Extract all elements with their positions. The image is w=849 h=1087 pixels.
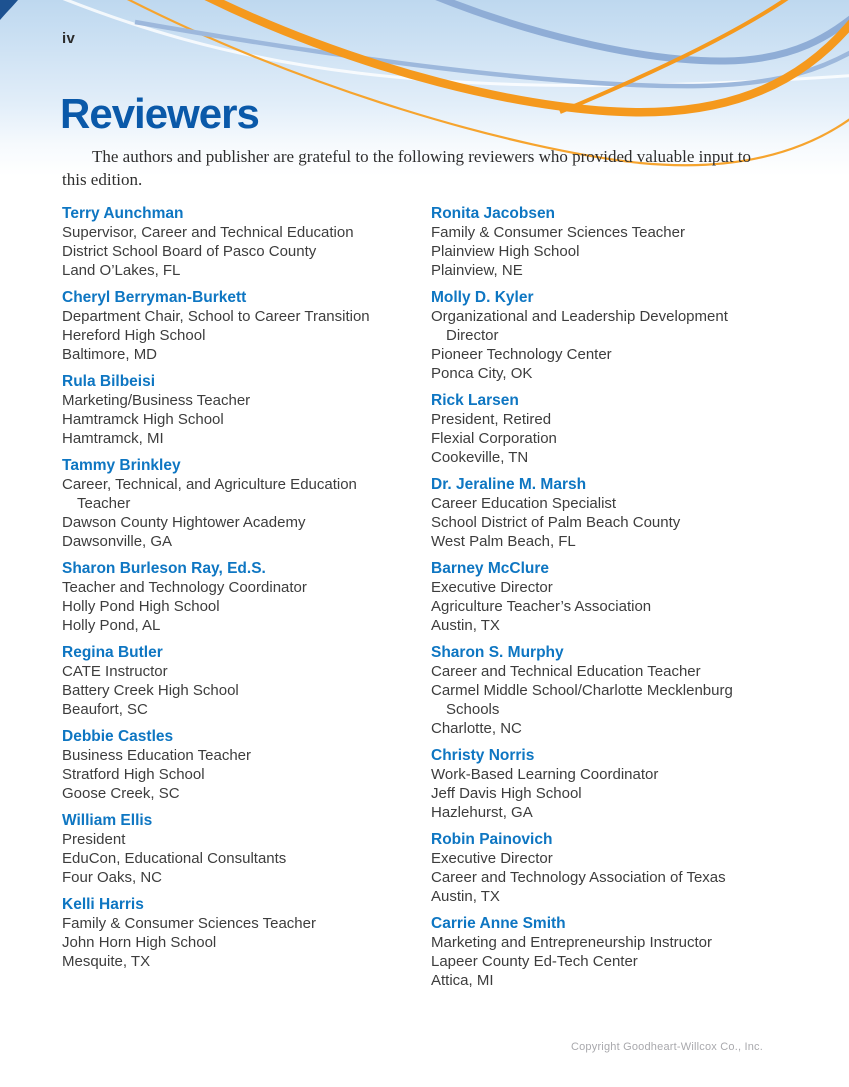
reviewer-detail-line: Charlotte, NC [431, 720, 522, 737]
reviewer-detail-line: Attica, MI [431, 972, 494, 989]
reviewer-entry [431, 746, 788, 822]
reviewer-detail-line: Teacher and Technology Coordinator [62, 579, 307, 596]
reviewer-name: Cheryl Berryman-Burkett [62, 289, 247, 306]
reviewer-name: Molly D. Kyler [431, 289, 534, 306]
reviewer-detail-line: Holly Pond, AL [62, 617, 161, 634]
reviewer-detail-line: Schools [446, 701, 500, 718]
reviewer-entry [431, 391, 788, 467]
reviewer-name: Dr. Jeraline M. Marsh [431, 476, 587, 493]
reviewer-name: Regina Butler [62, 644, 163, 661]
reviewer-name: Kelli Harris [62, 896, 144, 913]
reviewer-detail-line: Stratford High School [62, 766, 205, 783]
reviewer-detail-line: Organizational and Leadership Development [431, 308, 728, 325]
reviewer-detail-line: Family & Consumer Sciences Teacher [431, 224, 685, 241]
reviewer-name: William Ellis [62, 812, 153, 829]
reviewer-name: Tammy Brinkley [62, 457, 181, 474]
reviewer-detail-line: Cookeville, TN [431, 449, 529, 466]
copyright-notice: Copyright Goodheart-Willcox Co., Inc. [570, 1041, 763, 1053]
reviewer-detail-line: Marketing and Entrepreneurship Instructor [431, 934, 712, 951]
reviewer-entry [431, 914, 788, 990]
reviewer-detail-line: President, Retired [431, 411, 552, 428]
reviewer-entry [62, 559, 419, 635]
reviewer-name: Robin Painovich [431, 831, 553, 848]
reviewer-detail-line: Career, Technical, and Agriculture Education [62, 476, 357, 493]
reviewer-entry [62, 643, 419, 719]
reviewer-detail-line: Hazlehurst, GA [431, 804, 533, 821]
reviewer-detail-line: Hamtramck, MI [62, 430, 164, 447]
reviewer-name: Terry Aunchman [62, 205, 184, 222]
reviewer-name: Debbie Castles [62, 728, 174, 745]
reviewer-entry [431, 830, 788, 906]
reviewer-entry [62, 895, 419, 971]
reviewer-name: Sharon S. Murphy [431, 644, 564, 661]
reviewer-detail-line: Executive Director [431, 579, 553, 596]
reviewer-detail-line: Flexial Corporation [431, 430, 557, 447]
reviewer-entry [431, 643, 788, 738]
reviewer-detail-line: School District of Palm Beach County [431, 514, 681, 531]
reviewer-detail-line: Business Education Teacher [62, 747, 252, 764]
reviewer-detail-line: Career and Technical Education Teacher [431, 663, 701, 680]
reviewer-name: Christy Norris [431, 747, 535, 764]
reviewer-name: Rula Bilbeisi [62, 373, 156, 390]
reviewer-detail-line: Carmel Middle School/Charlotte Mecklenburg [431, 682, 733, 699]
reviewer-detail-line: Holly Pond High School [62, 598, 220, 615]
reviewer-entry [62, 204, 419, 280]
reviewer-detail-line: Executive Director [431, 850, 553, 867]
intro-paragraph: The authors and publisher are grateful to the following reviewers who provided valuable input to this edition. [62, 147, 752, 189]
reviewer-detail-line: Career Education Specialist [431, 495, 617, 512]
reviewer-detail-line: Jeff Davis High School [431, 785, 582, 802]
reviewer-detail-line: Agriculture Teacher’s Association [431, 598, 652, 615]
reviewer-detail-line: Director [446, 327, 499, 344]
reviewer-entry [62, 727, 419, 803]
reviewer-detail-line: Austin, TX [431, 888, 500, 905]
reviewer-entry [62, 811, 419, 887]
reviewer-detail-line: President [62, 831, 126, 848]
reviewer-name: Barney McClure [431, 560, 550, 577]
reviewer-detail-line: District School Board of Pasco County [62, 243, 317, 260]
reviewer-detail-line: Supervisor, Career and Technical Education [62, 224, 354, 241]
page-number: iv [62, 30, 76, 47]
reviewer-detail-line: Baltimore, MD [62, 346, 158, 363]
reviewer-entry [431, 475, 788, 551]
reviewer-detail-line: Department Chair, School to Career Transition [62, 308, 370, 325]
reviewer-detail-line: West Palm Beach, FL [431, 533, 576, 550]
reviewer-name: Ronita Jacobsen [431, 205, 556, 222]
reviewer-detail-line: Career and Technology Association of Texas [431, 869, 726, 886]
reviewer-detail-line: Beaufort, SC [62, 701, 148, 718]
page-title: Reviewers [60, 90, 259, 137]
reviewer-detail-line: Marketing/Business Teacher [62, 392, 251, 409]
reviewer-name: Carrie Anne Smith [431, 915, 566, 932]
reviewer-column-left [62, 204, 419, 998]
reviewer-detail-line: Teacher [77, 495, 131, 512]
reviewer-entry [62, 288, 419, 364]
reviewer-entry [431, 559, 788, 635]
reviewer-entry [62, 456, 419, 551]
reviewer-detail-line: Hamtramck High School [62, 411, 224, 428]
reviewer-detail-line: Hereford High School [62, 327, 206, 344]
reviewer-detail-line: Dawsonville, GA [62, 533, 173, 550]
reviewer-detail-line: Plainview High School [431, 243, 580, 260]
reviewer-columns [62, 204, 788, 998]
reviewer-detail-line: Dawson County Hightower Academy [62, 514, 306, 531]
reviewer-detail-line: Austin, TX [431, 617, 500, 634]
reviewer-detail-line: Plainview, NE [431, 262, 523, 279]
reviewer-detail-line: Battery Creek High School [62, 682, 239, 699]
reviewer-name: Sharon Burleson Ray, Ed.S. [62, 560, 266, 577]
reviewer-detail-line: EduCon, Educational Consultants [62, 850, 287, 867]
reviewer-entry [431, 204, 788, 280]
reviewer-detail-line: Four Oaks, NC [62, 869, 163, 886]
reviewer-detail-line: CATE Instructor [62, 663, 168, 680]
reviewer-detail-line: Work-Based Learning Coordinator [431, 766, 659, 783]
reviewer-detail-line: Goose Creek, SC [62, 785, 180, 802]
reviewer-detail-line: John Horn High School [62, 934, 217, 951]
reviewer-entry [431, 288, 788, 383]
reviewer-column-right [431, 204, 788, 998]
reviewer-detail-line: Lapeer County Ed-Tech Center [431, 953, 638, 970]
reviewer-detail-line: Mesquite, TX [62, 953, 151, 970]
reviewer-detail-line: Pioneer Technology Center [431, 346, 612, 363]
reviewer-detail-line: Family & Consumer Sciences Teacher [62, 915, 316, 932]
reviewer-detail-line: Land O’Lakes, FL [62, 262, 181, 279]
reviewer-name: Rick Larsen [431, 392, 519, 409]
reviewer-detail-line: Ponca City, OK [431, 365, 533, 382]
reviewer-entry [62, 372, 419, 448]
